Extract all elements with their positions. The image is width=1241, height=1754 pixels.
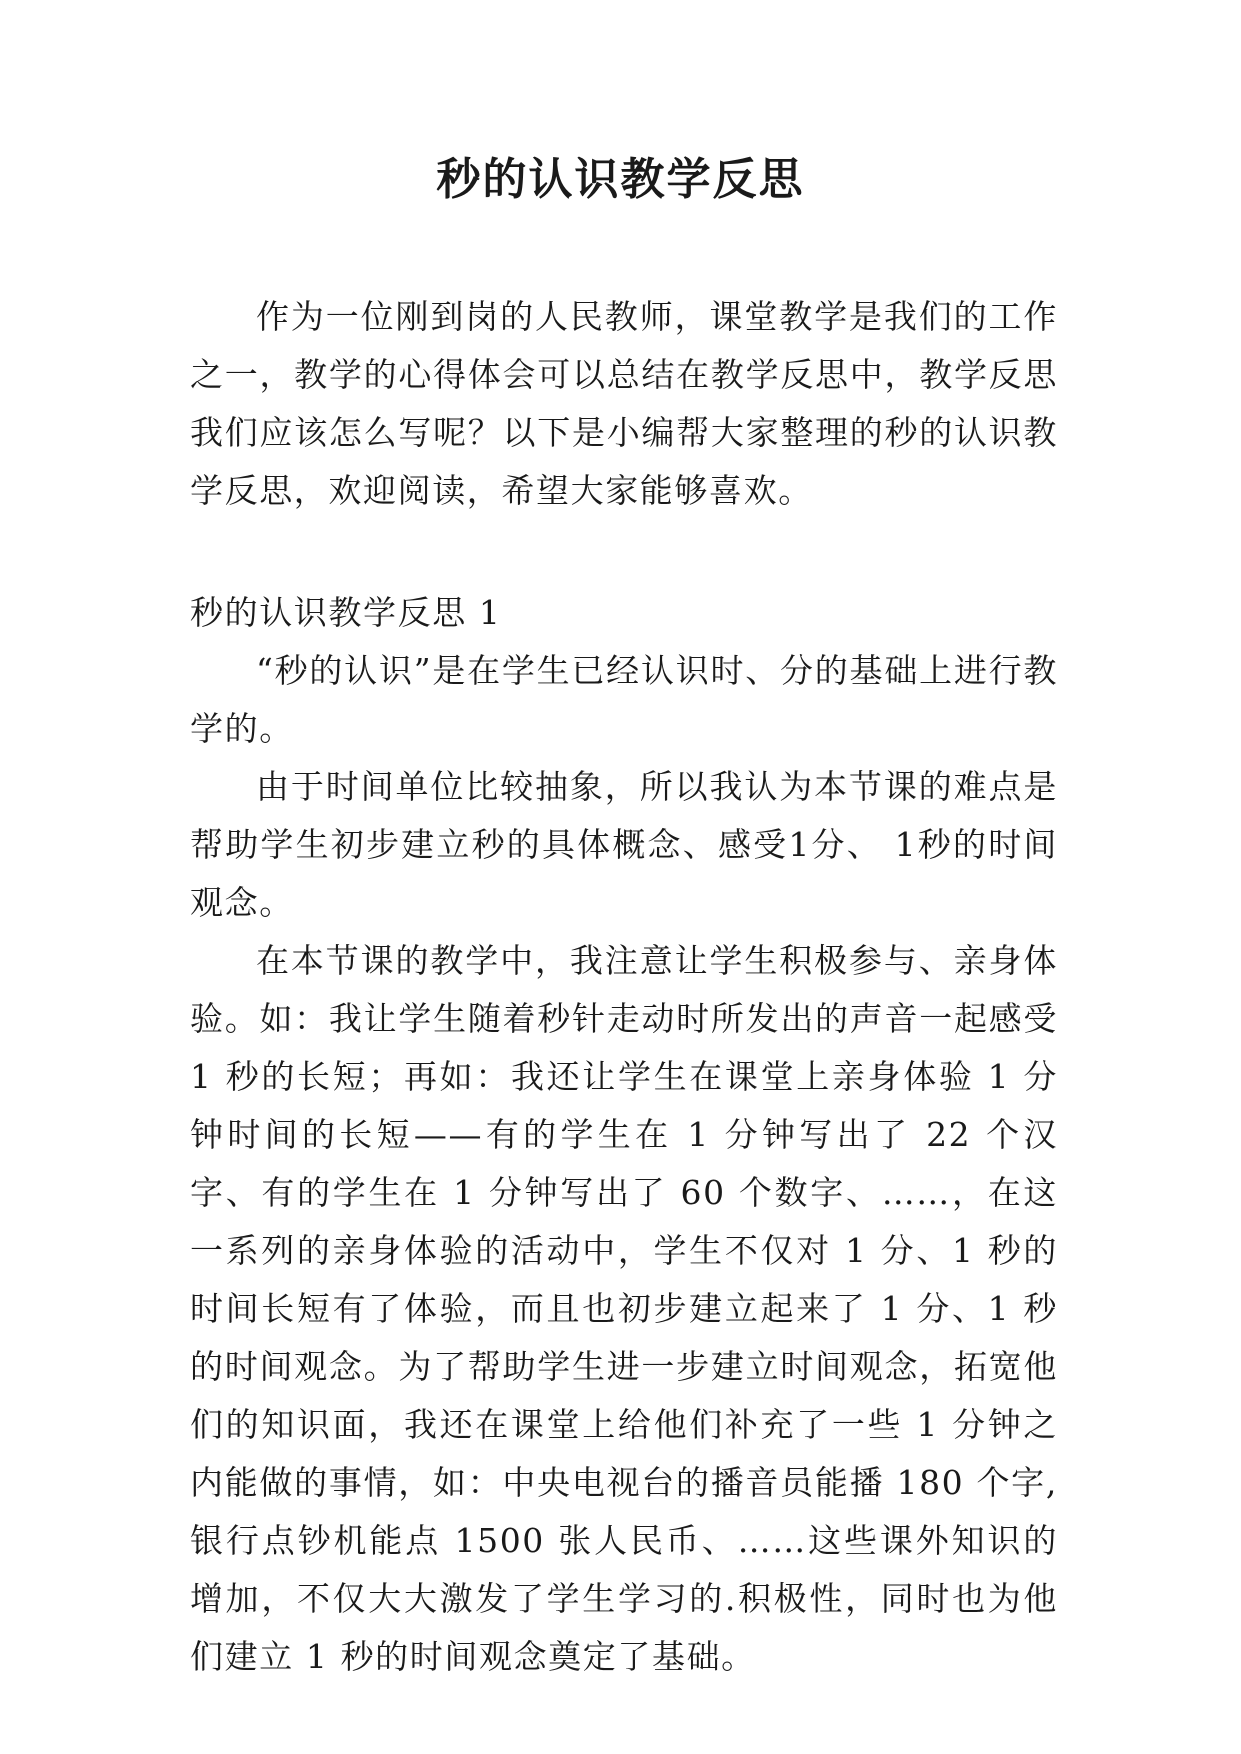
section-heading: 秒的认识教学反思 1: [190, 593, 502, 632]
paragraph-gap: [190, 520, 1058, 578]
document-body: [190, 288, 1058, 1686]
body-paragraph-1: “秒的认识”是在学生已经认识时、分的基础上进行教学的。: [190, 651, 1058, 748]
document-title: 秒的认识教学反思: [436, 154, 805, 205]
body-paragraph-3: 在本节课的教学中，我注意让学生积极参与、亲身体验。如：我让学生随着秒针走动时所发出的声音一起感受 1 秒的长短；再如：我还让学生在课堂上亲身体验 1 分钟时间的长短——有的学生在 1 分钟写出了 22 个汉字、有的学生在 1 分钟写出了 60 个数字、……，在这一系列的亲身体验的活动中，学生不仅对 1 分、1 秒的时间长短有了体验，而且也初步建立起来了 1 分、1 秒的时间观念。为了帮助学生进一步建立时间观念，拓宽他们的知识面，我还在课堂上给他们补充了一些 1 分钟之内能做的事情，如：中央电视台的播音员能播 180 个字,银行点钞机能点 1500 张人民币、……这些课外知识的增加，不仅大大激发了学生学习的.积极性，同时也为他们建立 1 秒的时间观念奠定了基础。: [190, 941, 1058, 1676]
body-paragraph-2: 由于时间单位比较抽象，所以我认为本节课的难点是帮助学生初步建立秒的具体概念、感受1分、 1秒的时间观念。: [190, 767, 1058, 922]
intro-paragraph: 作为一位刚到岗的人民教师，课堂教学是我们的工作之一，教学的心得体会可以总结在教学反思中，教学反思我们应该怎么写呢？以下是小编帮大家整理的秒的认识教学反思，欢迎阅读，希望大家能够喜欢。: [190, 297, 1058, 510]
